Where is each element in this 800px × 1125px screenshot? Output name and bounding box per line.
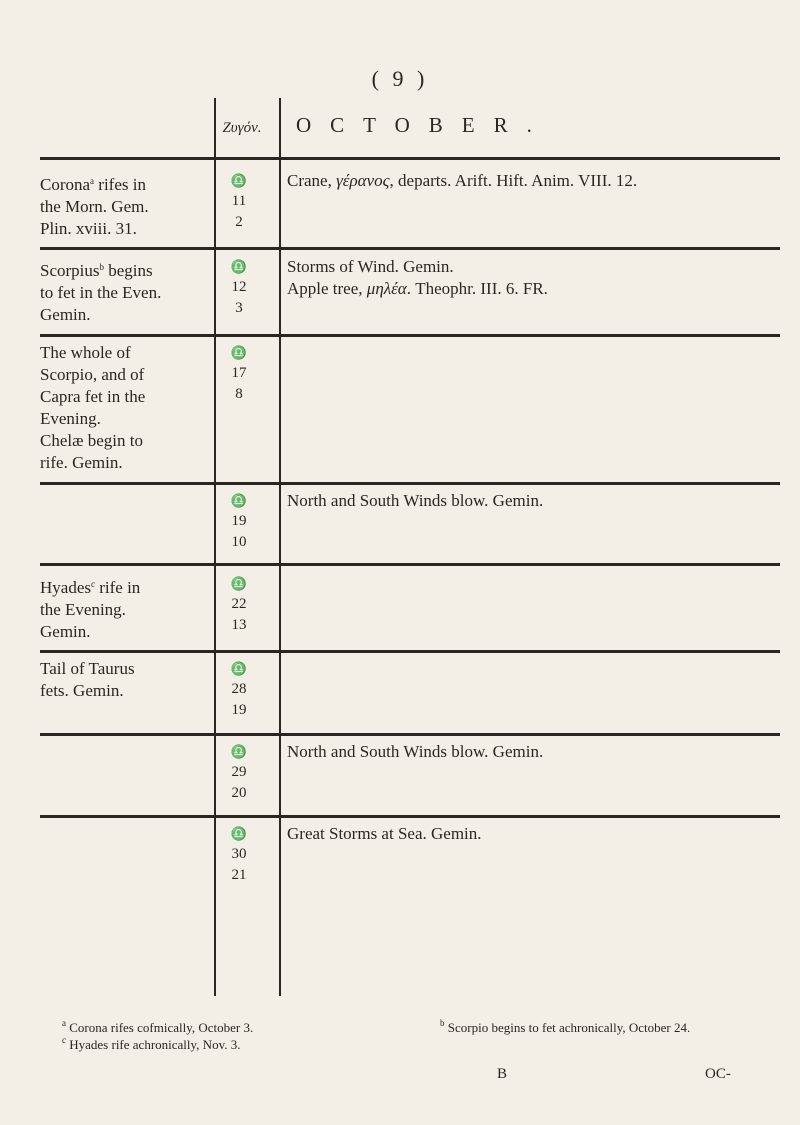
- zodiac-column-header: Ζυγόν.: [222, 120, 262, 136]
- libra-sign: ♎: [230, 345, 248, 360]
- date-column: ♎ 22 13: [215, 573, 263, 636]
- libra-sign: ♎: [230, 826, 248, 841]
- footnote-b: $^b$ Scorpio begins to fet achronically, October 24.: [440, 1018, 691, 1035]
- row-rule: [40, 650, 780, 653]
- column-rule-right: [279, 98, 281, 996]
- row-rule: [40, 815, 780, 818]
- row-rule: [40, 334, 780, 337]
- row-rule: [40, 482, 210, 485]
- astronomical-note: Tail of Taurus fets. Gemin.: [40, 659, 135, 700]
- footnote-c: $^c$ Hyades rife achronically, Nov. 3.: [62, 1035, 241, 1052]
- libra-sign: ♎: [230, 744, 248, 759]
- date-column: ♎ 30 21: [215, 823, 263, 886]
- date-column: ♎ 17 8: [215, 342, 263, 405]
- weather-note: Crane, γέρανος, departs. Arift. Hift. Anim. VIII. 12.: [287, 171, 638, 190]
- date-column: ♎ 29 20: [215, 741, 263, 804]
- date-column: ♎ 28 19: [215, 658, 263, 721]
- astronomical-note: Corona$^a$ rifes in the Morn. Gem. Plin. xviii. 31.: [40, 175, 149, 238]
- libra-sign: ♎: [230, 661, 248, 676]
- astronomical-note: The whole of Scorpio, and of Capra fet in the Evening. Chelæ begin to rife. Gemin.: [40, 343, 146, 472]
- astronomical-note: Hyades$^c$ rife in the Evening. Gemin.: [40, 578, 141, 641]
- date-column: ♎ 19 10: [215, 490, 263, 553]
- date-column: ♎ 12 3: [215, 256, 263, 319]
- date-column: ♎ 11 2: [215, 170, 263, 233]
- astronomical-note: Scorpius$^b$ begins to fet in the Even. Gemin.: [40, 261, 162, 324]
- weather-note: North and South Winds blow. Gemin.: [287, 742, 544, 761]
- weather-note: Great Storms at Sea. Gemin.: [287, 824, 482, 843]
- libra-sign: ♎: [230, 259, 248, 274]
- row-rule: [210, 482, 780, 485]
- signature-mark: B: [497, 1066, 508, 1082]
- row-rule: [40, 733, 780, 736]
- row-rule: [40, 563, 780, 566]
- weather-note: Storms of Wind. Gemin. Apple tree, μηλέα. Theophr. III. 6. FR.: [287, 257, 548, 298]
- libra-sign: ♎: [230, 173, 248, 188]
- footnote-a: $^a$ Corona rifes cofmically, October 3.: [62, 1018, 254, 1035]
- weather-note: North and South Winds blow. Gemin.: [287, 491, 544, 510]
- libra-sign: ♎: [230, 576, 248, 591]
- header-rule: [40, 157, 780, 160]
- page-number: ( 9 ): [371, 66, 429, 91]
- libra-sign: ♎: [230, 493, 248, 508]
- row-rule: [40, 247, 780, 250]
- catchword: OC-: [705, 1066, 731, 1082]
- month-header: OCTOBER.: [296, 113, 551, 137]
